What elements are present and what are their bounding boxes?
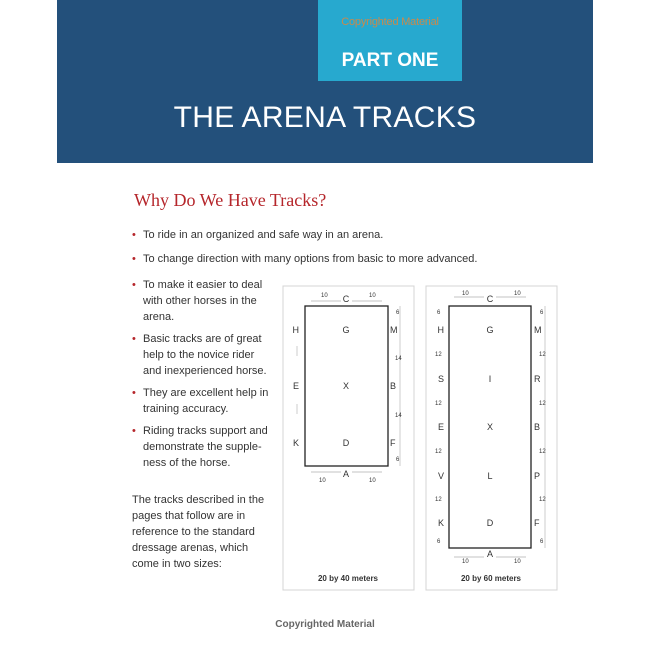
arena-caption: 20 by 60 meters [460, 574, 522, 583]
measure-label: 10 [514, 559, 521, 565]
measure-label: 6 [540, 539, 544, 545]
bullet-text: Riding tracks support and demonstrate the supple-ness of the horse. [143, 425, 268, 469]
watermark-text: Copyrighted Material [341, 16, 439, 28]
bullet-text: They are excellent help in training accuracy. [143, 387, 269, 415]
arena-caption: 20 by 40 meters [317, 574, 379, 583]
measure-label: 12 [539, 449, 546, 455]
measure-label: 6 [540, 310, 544, 316]
bullet-text: To ride in an organized and safe way in an arena. [143, 229, 384, 241]
arena-letter: L [487, 471, 493, 481]
arena-letter: S [437, 374, 444, 384]
bullet-dot-icon: • [132, 279, 136, 291]
arena-letter: M [534, 325, 542, 335]
arena-letter: D [486, 518, 494, 528]
bullet-dot-icon: • [132, 253, 136, 265]
arena-letter: B [390, 381, 397, 391]
measure-label: 12 [435, 401, 442, 407]
bullet-dot-icon: • [132, 333, 136, 345]
measure-label: 10 [321, 293, 328, 299]
measure-label: 10 [369, 293, 376, 299]
footer-watermark: Copyrighted Material [275, 619, 375, 630]
arena-letter: K [437, 518, 444, 528]
arena-letter: F [534, 518, 540, 528]
arena-letter: F [390, 438, 396, 448]
body-paragraph: The tracks described in the pages that follow are in reference to the standard dressage arenas, which come in two sizes: [132, 494, 265, 570]
measure-label: 6 [396, 457, 400, 463]
arena-letter: E [437, 422, 444, 432]
arena-letter: X [342, 381, 350, 391]
measure-label: 10 [319, 478, 326, 484]
arena-letter: C [342, 294, 350, 304]
arena-letter: E [292, 381, 299, 391]
arena-letter: R [534, 374, 541, 384]
arena-letter: G [342, 325, 350, 335]
arena-letter: V [437, 471, 444, 481]
bullet-dot-icon: • [132, 229, 136, 241]
arena-letter: X [486, 422, 494, 432]
measure-label: 10 [462, 559, 469, 565]
section-heading: Why Do We Have Tracks? [134, 190, 327, 210]
measure-label: 12 [539, 352, 546, 358]
arena-letter: A [342, 469, 350, 479]
bullet-text: To make it easier to deal with other horses in the arena. [143, 279, 263, 323]
measure-label: 6 [396, 310, 400, 316]
arena-letter: D [342, 438, 350, 448]
arena-letter: K [292, 438, 299, 448]
arena-letter: H [292, 325, 299, 335]
measure-label: 12 [539, 401, 546, 407]
arena-letter: A [486, 549, 494, 559]
part-label: PART ONE [341, 50, 439, 71]
measure-label: 12 [435, 352, 442, 358]
measure-label: 10 [462, 291, 469, 297]
arena-letter: B [534, 422, 541, 432]
bullet-text: To change direction with many options from basic to more advanced. [143, 253, 478, 265]
measure-label: 12 [539, 497, 546, 503]
arena-letter: H [437, 325, 444, 335]
bullet-text: Basic tracks are of great help to the novice rider and inexperienced horse. [143, 333, 267, 377]
arena-letter: P [534, 471, 541, 481]
arena-diagram-20x60 [426, 286, 557, 590]
arena-letter: M [390, 325, 398, 335]
arena-letter: G [486, 325, 494, 335]
measure-label: 6 [437, 539, 441, 545]
arena-letter: I [488, 374, 492, 384]
measure-label: 12 [435, 497, 442, 503]
measure-label: 10 [369, 478, 376, 484]
measure-label: 10 [514, 291, 521, 297]
measure-label: 14 [395, 356, 402, 362]
arena-letter: C [486, 294, 494, 304]
measure-label: 12 [435, 449, 442, 455]
arena-diagram-20x40 [283, 286, 414, 590]
chapter-title: THE ARENA TRACKS [173, 101, 477, 134]
measure-label: 14 [395, 413, 402, 419]
bullet-dot-icon: • [132, 387, 136, 399]
bullet-dot-icon: • [132, 425, 136, 437]
measure-label: 6 [437, 310, 441, 316]
